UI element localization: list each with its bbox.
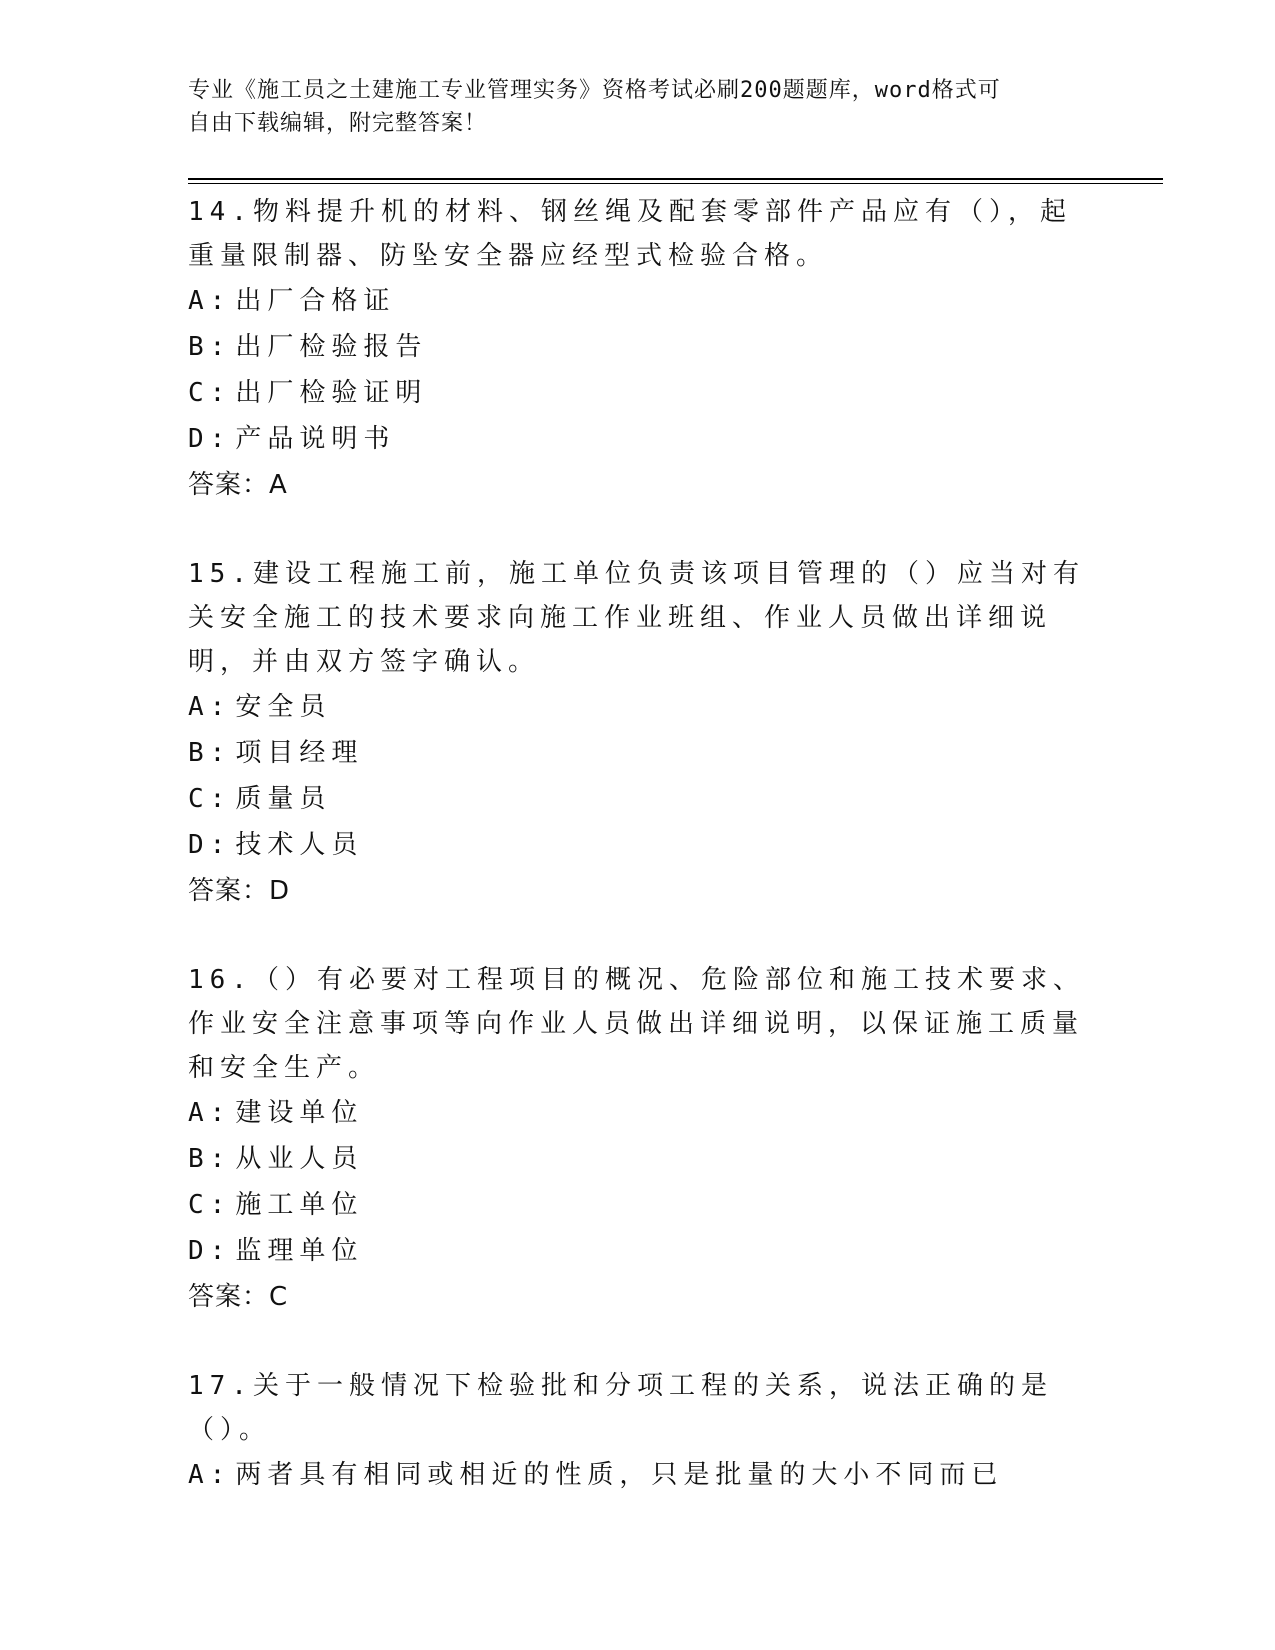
option-a [188, 1090, 1088, 1136]
question-stem: 15.建设工程施工前，施工单位负责该项目管理的（）应当对有关安全施工的技术要求向施工作业班组、作业人员做出详细说明，并由双方签字确认。 [188, 559, 1085, 677]
option-key: B: [188, 1144, 232, 1174]
option-key: B: [188, 738, 232, 768]
answer-line: 答案：C [188, 1282, 289, 1312]
option-text: 施工单位 [235, 1190, 364, 1220]
option-key: D: [188, 1236, 232, 1266]
question-17 [188, 1364, 1088, 1498]
option-key: A: [188, 692, 232, 722]
option-c [188, 1182, 1088, 1228]
option-b [188, 324, 1088, 370]
option-d [188, 416, 1088, 462]
question-14 [188, 190, 1088, 508]
question-16 [188, 958, 1088, 1320]
header-divider-thick [188, 178, 1163, 180]
option-key: A: [188, 1460, 232, 1490]
option-text: 出厂检验报告 [235, 332, 428, 362]
option-text: 技术人员 [235, 830, 364, 860]
answer-line: 答案：A [188, 470, 288, 500]
option-d [188, 1228, 1088, 1274]
option-text: 项目经理 [235, 738, 364, 768]
question-stem: 17.关于一般情况下检验批和分项工程的关系，说法正确的是（）。 [188, 1371, 1053, 1445]
answer-line: 答案：D [188, 876, 291, 906]
question-stem: 14.物料提升机的材料、钢丝绳及配套零部件产品应有（），起重量限制器、防坠安全器应经型式检验合格。 [188, 197, 1072, 271]
option-text: 出厂合格证 [235, 286, 396, 316]
option-text: 两者具有相同或相近的性质，只是批量的大小不同而已 [235, 1460, 1004, 1490]
option-d [188, 822, 1088, 868]
option-key: C: [188, 1190, 232, 1220]
option-text: 出厂检验证明 [235, 378, 428, 408]
option-c [188, 776, 1088, 822]
header-line-2: 自由下载编辑，附完整答案！ [188, 111, 488, 136]
header-divider-thin [188, 183, 1163, 184]
document-header [188, 74, 1088, 140]
option-text: 产品说明书 [235, 424, 396, 454]
option-c [188, 370, 1088, 416]
option-text: 建设单位 [235, 1098, 364, 1128]
question-stem: 16.（）有必要对工程项目的概况、危险部位和施工技术要求、作业安全注意事项等向作业人员做出详细说明，以保证施工质量和安全生产。 [188, 965, 1085, 1083]
option-key: D: [188, 830, 232, 860]
option-key: A: [188, 286, 232, 316]
option-text: 监理单位 [235, 1236, 364, 1266]
option-key: C: [188, 784, 232, 814]
option-text: 安全员 [235, 692, 332, 722]
option-text: 质量员 [235, 784, 332, 814]
option-a [188, 278, 1088, 324]
option-key: C: [188, 378, 232, 408]
option-a [188, 684, 1088, 730]
option-b [188, 1136, 1088, 1182]
option-key: B: [188, 332, 232, 362]
option-key: A: [188, 1098, 232, 1128]
header-line-1: 专业《施工员之土建施工专业管理实务》资格考试必刷200题题库，word格式可 [188, 78, 1001, 103]
option-a [188, 1452, 1088, 1498]
option-key: D: [188, 424, 232, 454]
option-text: 从业人员 [235, 1144, 364, 1174]
question-15 [188, 552, 1088, 914]
question-list [188, 190, 1088, 1542]
option-b [188, 730, 1088, 776]
